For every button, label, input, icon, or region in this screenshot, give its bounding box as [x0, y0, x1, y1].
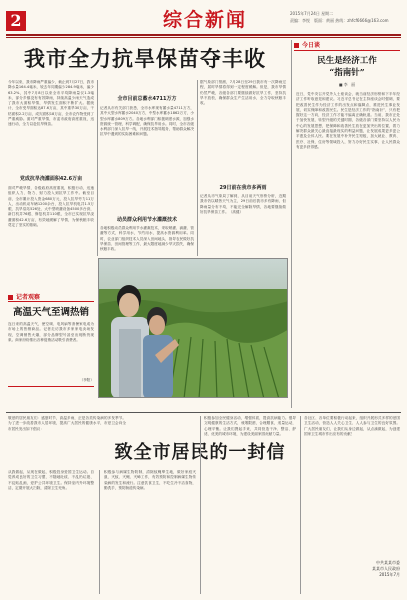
- lead-col1-text: 今年以来，我市降雨严重偏少，截止到7月27日，我市降水量164.4毫米，较去年同期偏少284.9毫米，偏少63.2%，其中7月8日以来全市平均降雨量仅1.3毫米，部分乡镇没有有效降雨，持续高温少雨天气造成了我市大面积旱情，旱情发生面积不断扩大。据统计，全市受旱面积达87.6万亩，其中重旱30万亩，干枯面积2.2万亩，成灾面积18万亩，全市农作物受到了严重威胁。面对严重旱情，市委市政府高度重视，迅速行动，全力以赴抗旱保苗。: [8, 80, 94, 127]
- harvest-photo-illustration: [99, 259, 288, 398]
- sidebar-headline-2: “指南针”: [329, 68, 365, 78]
- sidebar-author: ■ 李 丽: [338, 82, 356, 87]
- editor-text: 责编：李悦 版面：黄丽: [290, 18, 334, 23]
- lead-col2-text: 记者从市有关部门获悉，全市水库现有蓄水量4711万方，其中大型水库蓄水2040万方，中型水库蓄水1862万方，小型水库蓄水809万方。各地水利部门积极调度水源，加强水资源统一管理，科学调配，确保抗旱用水。同时，全市各级水利部门深入抗旱一线，开展技术指导服务，帮助群众解决抗旱中遇到的实际困难和问题。: [100, 106, 194, 137]
- signature-line-2: 某某市人民政府: [372, 566, 400, 571]
- signature-line-3: 2015年7月: [379, 572, 400, 577]
- lead-subhead-1: 党成抗旱浇灌面积42.6万亩: [19, 176, 83, 182]
- lead-headline: 我市全力抗旱保苗夺丰收: [24, 46, 266, 71]
- lead-col3b-text: 记者从市气象局了解到，从目前天气形势分析，近期我市仍以晴热天气为主，29日前后我市多有降雨，但降雨量分布不均，不能完全解除旱情，各地要继续做好抗旱保苗工作。（高健）: [200, 194, 286, 214]
- square-bullet-icon: [8, 295, 13, 300]
- letter-col4-text: 各社区、各单位要积极行动起来，组织开展形式多样的爱国卫生活动，营造人人关心卫生、人人参与卫生的良好氛围。广大居民朋友们，让我们从身边做起，从点滴做起，为创建国家卫生城市作出应有的贡献！: [304, 416, 400, 436]
- lead-col2b-text: 各地积极动员群众利用节水灌溉技术，采取喷灌、滴灌、管灌等方式，科学用水，节约用水，提高水资源利用率。同时，农业部门组织技术人员深入田间地头，指导农民做好抗旱保苗、田间管理等工作，最大限度地减少旱灾损失，确保秋粮丰收。: [100, 226, 194, 252]
- square-bullet-icon: [294, 43, 299, 48]
- editor-line: [290, 18, 402, 24]
- lead-subhead-3: 动员群众利用节水灌溉技术: [116, 217, 177, 223]
- masthead-thin-rule: [6, 37, 401, 38]
- sidebar-label: [294, 41, 400, 51]
- column-divider: [99, 470, 100, 594]
- observation-author: （李阳）: [79, 378, 94, 382]
- column-divider: [97, 80, 98, 256]
- letter-col2-text: 积极参与病媒生物防制，清除蚊蝇孳生地，做好家庭灭鼠、灭蚊、灭蝇、灭蟑工作，有效预防和控制病媒生物传染病的发生和流行。注意饮食卫生，不吃生冷不洁食物，勤洗手，预防肠道传染病。: [104, 470, 196, 490]
- sidebar-headline-1: 民生是经济工作: [317, 56, 377, 66]
- letter-intro: 敬爱的居民朋友们：盛夏时节，高温多雨，正是各类传染病的多发季节。为了进一步改善我市人居环境，提高广大居民的健康水平，市爱卫会向全市居民发出如下倡议：: [8, 416, 126, 431]
- news-photo: [98, 258, 288, 398]
- sidebar-label-text: 今日谈: [302, 41, 321, 49]
- letter-headline: 致全市居民的一封信: [114, 442, 286, 463]
- observation-box-bottom: [8, 386, 94, 387]
- letter-col3-text: 积极参加全民健身活动，增强体质，提高抗病能力。倡导文明健康的生活方式，戒烟限酒，合理膳食，适量运动，心理平衡。让我们携起手来，共同营造干净、整洁、舒适、优美的城市环境，为建设美丽家园贡献力量。: [204, 416, 296, 436]
- column-divider: [200, 416, 201, 594]
- section-divider: [6, 412, 401, 413]
- contact-text: 热线：zhfcf6666@163.com: [335, 18, 389, 23]
- observation-headline: 高温天气至调热销: [12, 307, 89, 318]
- lead-subhead-4: 29日前在我市多两雨: [219, 185, 267, 191]
- page-number: 2: [6, 11, 26, 31]
- sidebar-body: 近日，党中央召开党外人士座谈会，就当前经济形势和下半年经济工作听取意见和建议。习近平总书记在主持座谈会时强调，要把改善民生作为经济工作的出发点和落脚点，推进民生事业发展，切实保障和改善民生。民生是经济工作的“指南针”，只有把握好这一方向，经济工作才能不偏离正确轨道。当前，我市正处于加快发展、转型升级的关键时期，各级各部门要坚持以人民为中心的发展思想，把保障和改善民生放在更加突出的位置，着力解决群众最关心最直接最现实的利益问题，让发展成果更多更公平惠及全体人民。要在发展中补齐民生短板，加大就业、教育、医疗、社保、住房等领域投入，努力办好民生实事，让人民群众有更多获得感。: [296, 92, 400, 149]
- lead-subhead-2: 全市目前总蓄水4711万方: [117, 96, 177, 102]
- signature-line-1: 中共某某市委: [376, 560, 400, 565]
- date-line: 2015年7月24日 星期二: [290, 11, 334, 16]
- lead-col1b-text: 面对严峻旱情，各级政府高度重视，积极行动，迅速组织人力、物力、财力投入到抗旱工作中。截至目前，全市累计投入资金680万元，投入抗旱劳力11万人，出动机动车辆1200余台，投入抗旱机电井1.5万眼、抗旱泵站526处、大中型喷灌设备4500多台套，新打机井76眼、修复机井110眼，全市已实现抗旱浇灌面积42.6万亩，有效地缓解了旱情，为保秋粮丰收奠定了坚实的基础。: [8, 186, 94, 228]
- letter-col1-text: 从我做起，从现在做起，积极投身爱国卫生运动。自觉养成良好的卫生习惯，不随地吐痰、不乱扔垃圾、不乱贴乱画，爱护公共环境卫生。保持室内外环境整洁，定期开展大扫除，清除卫生死角。: [8, 470, 94, 490]
- column-divider: [300, 416, 301, 594]
- lead-col3-text: 据气象部门预测，7月28日至29日我市有一次降雨过程，届时旱情将得到一定程度缓解。但是，我市旱情仍然严峻，各级各部门要继续做好抗旱工作，坚持抗旱不放松，确保群众生产生活用水，全力夺取秋粮丰收。: [200, 80, 286, 106]
- section-title: 综合新闻: [162, 9, 247, 31]
- observation-label: [8, 293, 94, 302]
- letter-signature: [304, 560, 400, 578]
- observation-label-text: 记者观察: [16, 293, 41, 301]
- masthead-rule: [6, 34, 401, 36]
- observation-body: 连日来的高温天气，使空调、电风扇等消暑家电成为市场上的热销商品。记者走访我市多家家电卖场发现，空调销售火爆，部分品牌型号甚至出现断货现象。商家纷纷推出各种促销活动吸引消费者。: [8, 322, 94, 342]
- column-divider: [197, 80, 198, 256]
